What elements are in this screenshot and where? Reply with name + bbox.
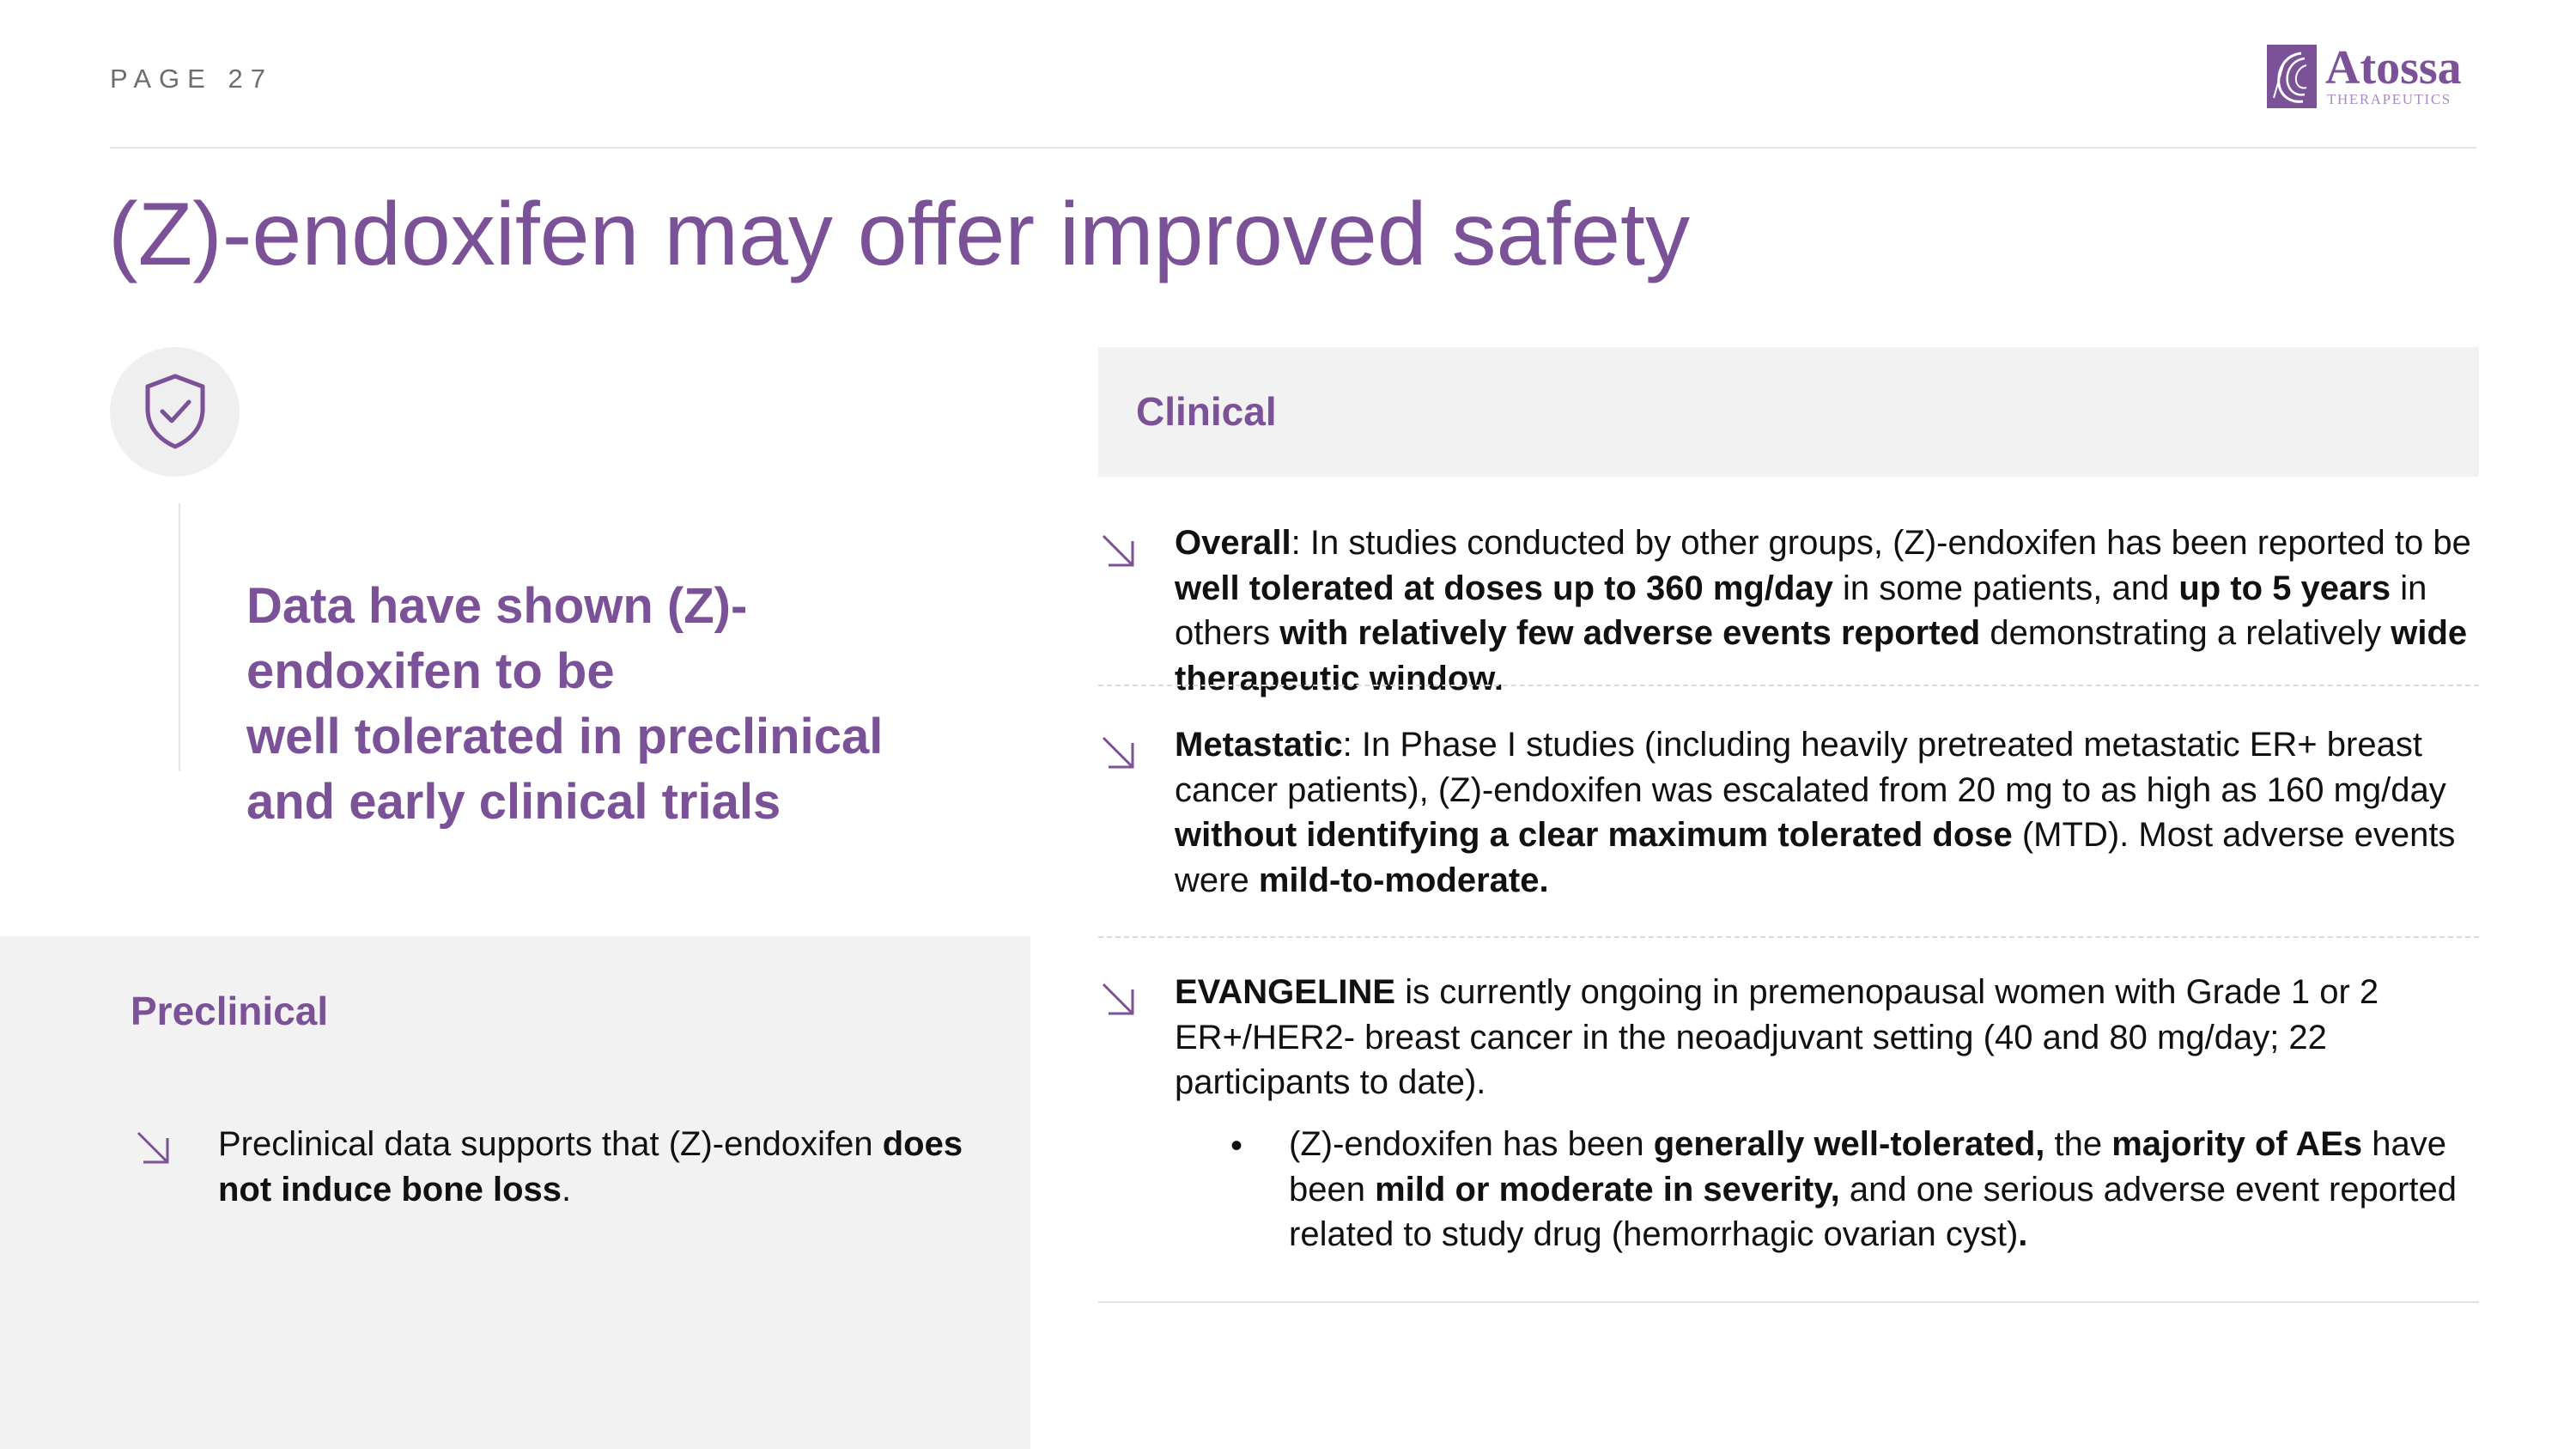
bullet-marker: •	[1230, 1127, 1243, 1165]
text-run: (MTD). Most adverse events were	[1175, 816, 2456, 899]
text-run-bold: EVANGELINE	[1175, 973, 1396, 1011]
text-run-bold: majority of AEs	[2111, 1125, 2363, 1163]
header-divider	[110, 147, 2476, 149]
text-run: is currently ongoing in premenopausal women with Grade 1 or 2 ER+/HER2- breast cancer in the neoadjuvant setting (40 and 80 mg/day; 22 participants to date).	[1175, 973, 2379, 1101]
key-message-line: and early clinical trials	[246, 774, 781, 830]
text-run: .	[562, 1171, 572, 1209]
section-divider	[1098, 936, 2479, 938]
key-message-line: endoxifen to be	[246, 643, 615, 699]
preclinical-heading: Preclinical	[131, 989, 329, 1033]
text-run-bold: Overall	[1175, 524, 1291, 562]
text-run: the	[2044, 1125, 2112, 1163]
text-run-bold: does not induce bone loss	[218, 1125, 963, 1209]
text-run: : In Phase I studies (including heavily pretreated metastatic ER+ breast cancer patients), (Z)-endoxifen was escalated from 20 mg to as high as 160 mg/day	[1175, 726, 2446, 809]
overall-paragraph	[1175, 521, 2471, 701]
text-run-bold: Metastatic	[1175, 726, 1343, 764]
text-run: demonstrating a relatively	[1980, 614, 2391, 652]
section-divider	[1098, 685, 2479, 686]
text-run: (Z)-endoxifen has been	[1289, 1125, 1654, 1163]
logo-mark-icon	[2267, 45, 2317, 108]
quote-accent-line	[179, 503, 180, 771]
text-run-bold: mild-to-moderate.	[1258, 861, 1549, 899]
text-run: and one serious adverse event reported related to study drug (hemorrhagic ovarian cyst)	[1289, 1170, 2458, 1253]
logo-subtitle: THERAPEUTICS	[2327, 91, 2451, 107]
arrow-down-right-icon	[135, 1129, 171, 1166]
text-run: in others	[1175, 569, 2427, 652]
evangeline-subpoint	[1289, 1122, 2482, 1257]
text-run: : In studies conducted by other groups, (Z)-endoxifen has been reported to be	[1291, 524, 2471, 562]
text-run-bold: wide therapeutic window.	[1175, 614, 2468, 697]
metastatic-paragraph	[1175, 722, 2471, 903]
text-run-bold: well tolerated at doses up to 360 mg/day	[1175, 569, 1833, 607]
key-message	[246, 574, 1019, 835]
clinical-header-band	[1098, 347, 2479, 477]
page-number: PAGE 27	[110, 64, 273, 94]
evangeline-paragraph	[1175, 970, 2471, 1105]
text-run: Preclinical data supports that (Z)-endoxifen	[218, 1125, 883, 1163]
clinical-heading: Clinical	[1136, 389, 1277, 434]
arrow-down-right-icon	[1100, 734, 1136, 770]
text-run-bold: up to 5 years	[2178, 569, 2391, 607]
text-run-bold: without identifying a clear maximum tolerated dose	[1175, 816, 2013, 854]
text-run-bold: generally well-tolerated,	[1653, 1125, 2045, 1163]
text-run-bold: .	[2018, 1215, 2028, 1253]
arrow-down-right-icon	[1100, 981, 1136, 1017]
clinical-bottom-rule	[1098, 1301, 2479, 1303]
key-message-line: well tolerated in preclinical	[246, 709, 884, 764]
shield-badge	[110, 347, 240, 477]
arrow-down-right-icon	[1100, 533, 1136, 569]
logo-wordmark: Atossa	[2325, 41, 2462, 94]
key-message-line: Data have shown (Z)-	[246, 578, 748, 634]
page-title: (Z)-endoxifen may offer improved safety	[108, 185, 1690, 284]
text-run-bold: mild or moderate in severity,	[1375, 1170, 1840, 1209]
text-run: have been	[1289, 1125, 2447, 1209]
atossa-logo	[2267, 41, 2473, 112]
text-run-bold: with relatively few adverse events reported	[1279, 614, 1981, 652]
text-run: in some patients, and	[1832, 569, 2179, 607]
preclinical-text	[218, 1122, 991, 1213]
shield-check-icon	[143, 373, 208, 450]
